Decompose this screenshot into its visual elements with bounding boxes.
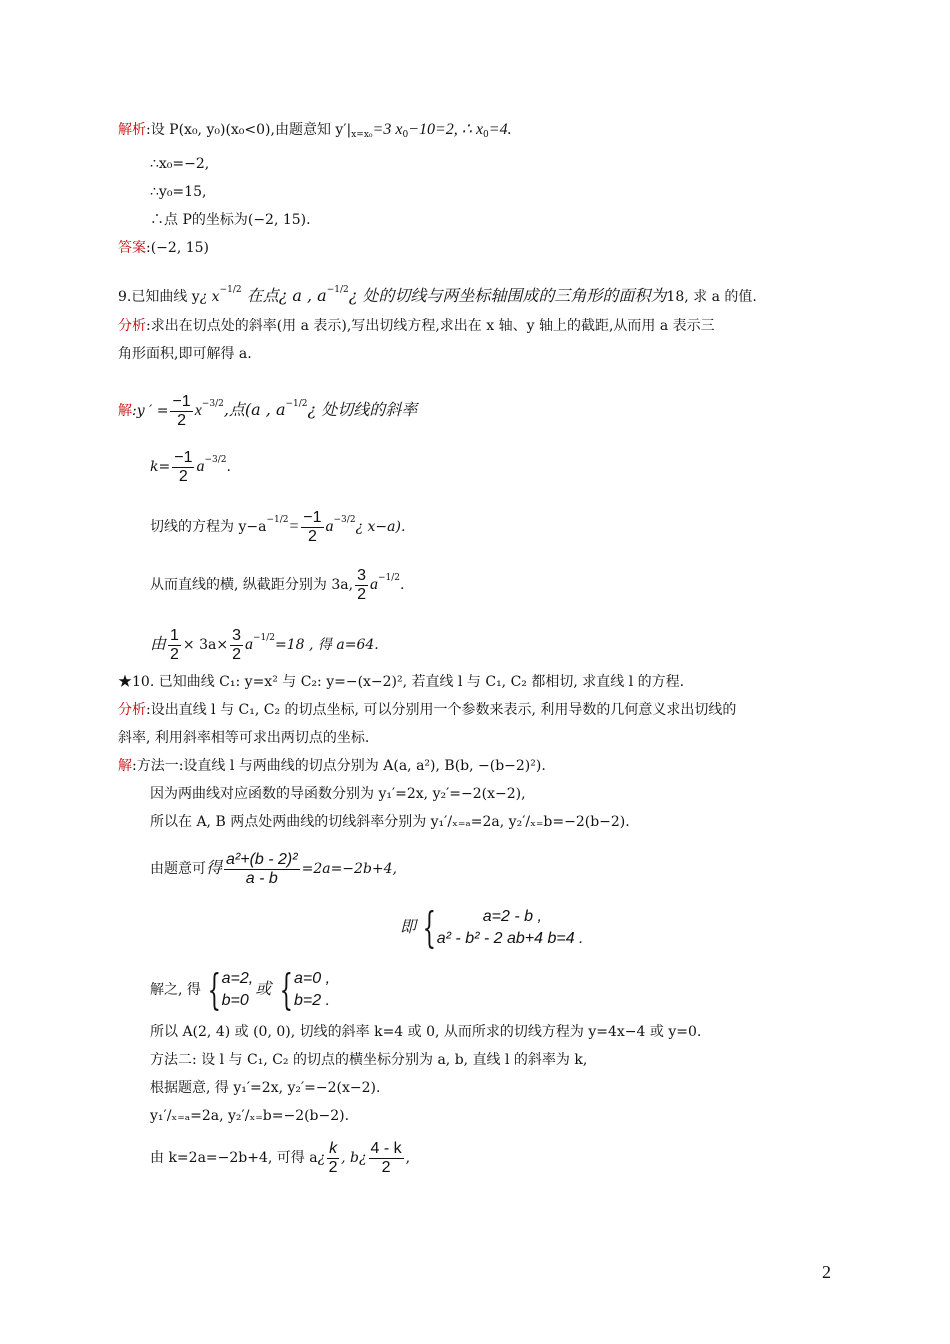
answer-8: 答案:(−2, 15) [118,240,209,256]
solution-10-roots: 解之, 得 { a=2, b=0 或 { a=0 , b=2 . [150,965,331,1014]
system-lines: a=2 - b , a² - b² - 2 ab+4 b=4 . [436,908,584,947]
solution-9-tangent-line: 切线的方程为 $y-a^{-1/2}=$ $\frac{-1}{2}$ $a^{-3/2}¿$ x−a). [150,508,406,545]
solution-8-line-4: ∴点 P的坐标为(−2, 15). [150,212,311,228]
fraction: $\frac{-1}{2}$ [303,508,322,545]
fraction: $\frac{-1}{2}$ [172,392,191,429]
fraction: $\frac{k}{2}$ [328,1139,338,1176]
fraction: $\frac{3}{2}$ [232,626,241,663]
solution-10-equation: 由题意可得 $\frac{\text{a²+(b - 2)²}}{a - b}$ =2a=−2b+4, [150,850,397,887]
solution-9-slope: k= $\frac{-1}{2}$ $a^{-3/2}$. [150,448,231,485]
question-9: 9.已知曲线 y¿ $x^{-1/2}$ 在点¿ a , $a^{-1/2}¿$ 处的切线与两坐标轴围成的三角形的面积为18, 求 a 的值. [118,285,757,305]
left-brace: { [207,965,221,1014]
daan-label: 答案 [118,240,146,256]
solution-10-result: 所以 A(2, 4) 或 (0, 0), 切线的斜率 k=4 或 0, 从而所求的切线方程为 y=4x−4 或 y=0. [150,1024,702,1040]
system-of-equations: 即 { a=2 - b , a² - b² - 2 ab+4 b=4 . [400,903,584,952]
solution-10-derivatives: 因为两曲线对应函数的导函数分别为 y₁′=2x, y₂′=−2(x−2), [150,786,526,802]
fraction: $\frac{1}{2}$ [170,626,179,663]
fraction: $\frac{4 - k}{2}$ [370,1139,402,1176]
analysis-10-line-1: 分析:设出直线 l 与 C₁, C₂ 的切点坐标, 可以分别用一个参数来表示, 利用导数的几何意义求出切线的 [118,702,737,718]
solution-10-method-2-params: 由 k=2a=−2b+4, 可得 a¿ $\frac{k}{2}$ , b¿ $\frac{4 - k}{2}$ , [150,1139,411,1176]
solution-9-derivative: 解:y ′ = $\frac{-1}{2}$ $x^{-3/2}$,点(a , $a^{-1/2}¿$ 处切线的斜率 [118,392,418,429]
question-10: ★10. 已知曲线 C₁: y=x² 与 C₂: y=−(x−2)², 若直线 l 与 C₁, C₂ 都相切, 求直线 l 的方程. [118,674,685,690]
solution-10-method-1: 解:方法一:设直线 l 与两曲线的切点分别为 A(a, a²), B(b, −(b−2)²). [118,758,546,774]
fraction: $\frac{-1}{2}$ [174,448,193,485]
solution-10-method-2-slopes: y₁′/ₓ₌ₐ=2a, y₂′/ₓ₌b=−2(b−2). [150,1108,350,1124]
analysis-10-line-2: 斜率, 利用斜率相等可求出两切点的坐标. [118,730,370,746]
jiexi-label: 解析 [118,122,146,138]
analysis-9-line-1: 分析:求出在切点处的斜率(用 a 表示),写出切线方程,求出在 x 轴、y 轴上的截距,从而用 a 表示三 [118,318,715,334]
analysis-9-line-2: 角形面积,即可解得 a. [118,346,252,362]
fraction: $\frac{\text{a²+(b - 2)²}}{a - b}$ [226,850,298,887]
solution-10-method-2-derivatives: 根据题意, 得 y₁′=2x, y₂′=−2(x−2). [150,1080,381,1096]
solution-10-slopes: 所以在 A, B 两点处两曲线的切线斜率分别为 y₁′/ₓ₌ₐ=2a, y₂′/ₓ₌b=−2(b−2). [150,814,630,830]
fraction: $\frac{3}{2}$ [357,566,366,603]
left-brace: { [422,903,437,952]
left-brace: { [279,965,294,1014]
solution-8-line-2: ∴x₀=−2, [150,156,210,172]
page-number: 2 [822,1262,831,1282]
solution-8-line-1: 解析:设 P(x₀, y₀)(x₀<0),由题意知 $y'|_{x=x_0}=3$ $x_0-10=2$, ∴ $x_0=4$. [118,121,512,140]
solution-9-intercepts: 从而直线的横, 纵截距分别为 3a, $\frac{3}{2}$ $a^{-1/2}$. [150,566,405,603]
solution-10-method-2: 方法二: 设 l 与 C₁, C₂ 的切点的横坐标分别为 a, b, 直线 l 的斜率为 k, [150,1052,588,1068]
solution-9-area: 由 $\frac{1}{2}$ × 3a× $\frac{3}{2}$ $a^{-1/2}=18$ , 得 a=64. [150,626,379,663]
solution-8-line-3: ∴y₀=15, [150,184,207,200]
